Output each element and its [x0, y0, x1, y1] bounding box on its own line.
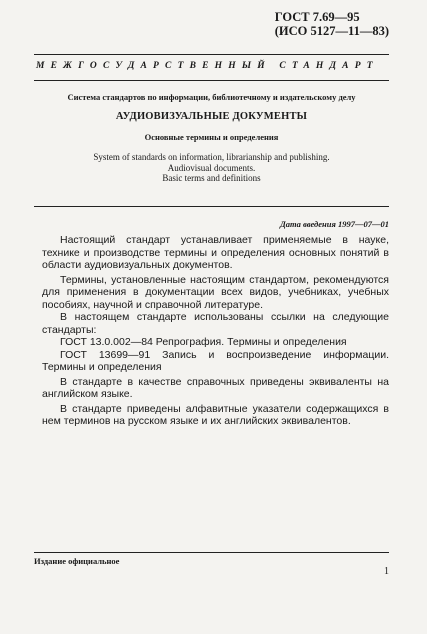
effective-date: Дата введения 1997—07—01: [279, 219, 389, 229]
official-edition-label: Издание официальное: [34, 556, 120, 566]
page-number: 1: [384, 566, 389, 577]
reference-item: ГОСТ 13.0.002—84 Репрография. Термины и определения: [60, 336, 347, 348]
document-subtitle-ru: Основные термины и определения: [144, 132, 279, 142]
document-title-ru: АУДИОВИЗУАЛЬНЫЕ ДОКУМЕНТЫ: [115, 111, 308, 122]
reference-item: ГОСТ 13699—91 Запись и воспроизведение информации. Термины и определения: [42, 348, 389, 373]
document-title-en: Audiovisual documents.: [167, 162, 256, 173]
body-paragraph: Термины, установленные настоящим стандартом, рекомендуются для применения в документации всех видов, учебниках, учебных пособиях, научной и справочной литературе.: [42, 273, 389, 311]
header-top-rule: [34, 54, 389, 55]
body-paragraph: В настоящем стандарте использованы ссылки на следующие стандарты:: [42, 311, 389, 336]
footer-rule: [34, 552, 389, 553]
body-paragraph: Настоящий стандарт устанавливает применяемые в науке, технике и производстве термины и определения основных понятий в области аудиовизуальных документов.: [42, 234, 389, 271]
system-title-en: System of standards on information, librarianship and publishing.: [93, 152, 330, 162]
titles-bottom-rule: [34, 206, 389, 207]
body-paragraph: В стандарте в качестве справочных приведены эквиваленты на английском языке.: [42, 375, 389, 400]
system-title-ru: Система стандартов по информации, библиотечному и издательскому делу: [67, 92, 356, 102]
gost-number: ГОСТ 7.69—95: [274, 10, 360, 24]
body-text: [42, 234, 389, 428]
english-title-block: [34, 152, 389, 184]
header-banner: МЕЖГОСУДАРСТВЕННЫЙ СТАНДАРТ: [36, 61, 379, 71]
header-bottom-rule: [34, 80, 389, 81]
iso-number: (ИСО 5127—11—83): [274, 24, 389, 38]
gost-number-block: [275, 10, 389, 38]
document-subtitle-en: Basic terms and definitions: [162, 173, 261, 183]
body-paragraph: В стандарте приведены алфавитные указатели содержащихся в нем терминов на русском языке и их английских эквивалентов.: [42, 402, 389, 427]
